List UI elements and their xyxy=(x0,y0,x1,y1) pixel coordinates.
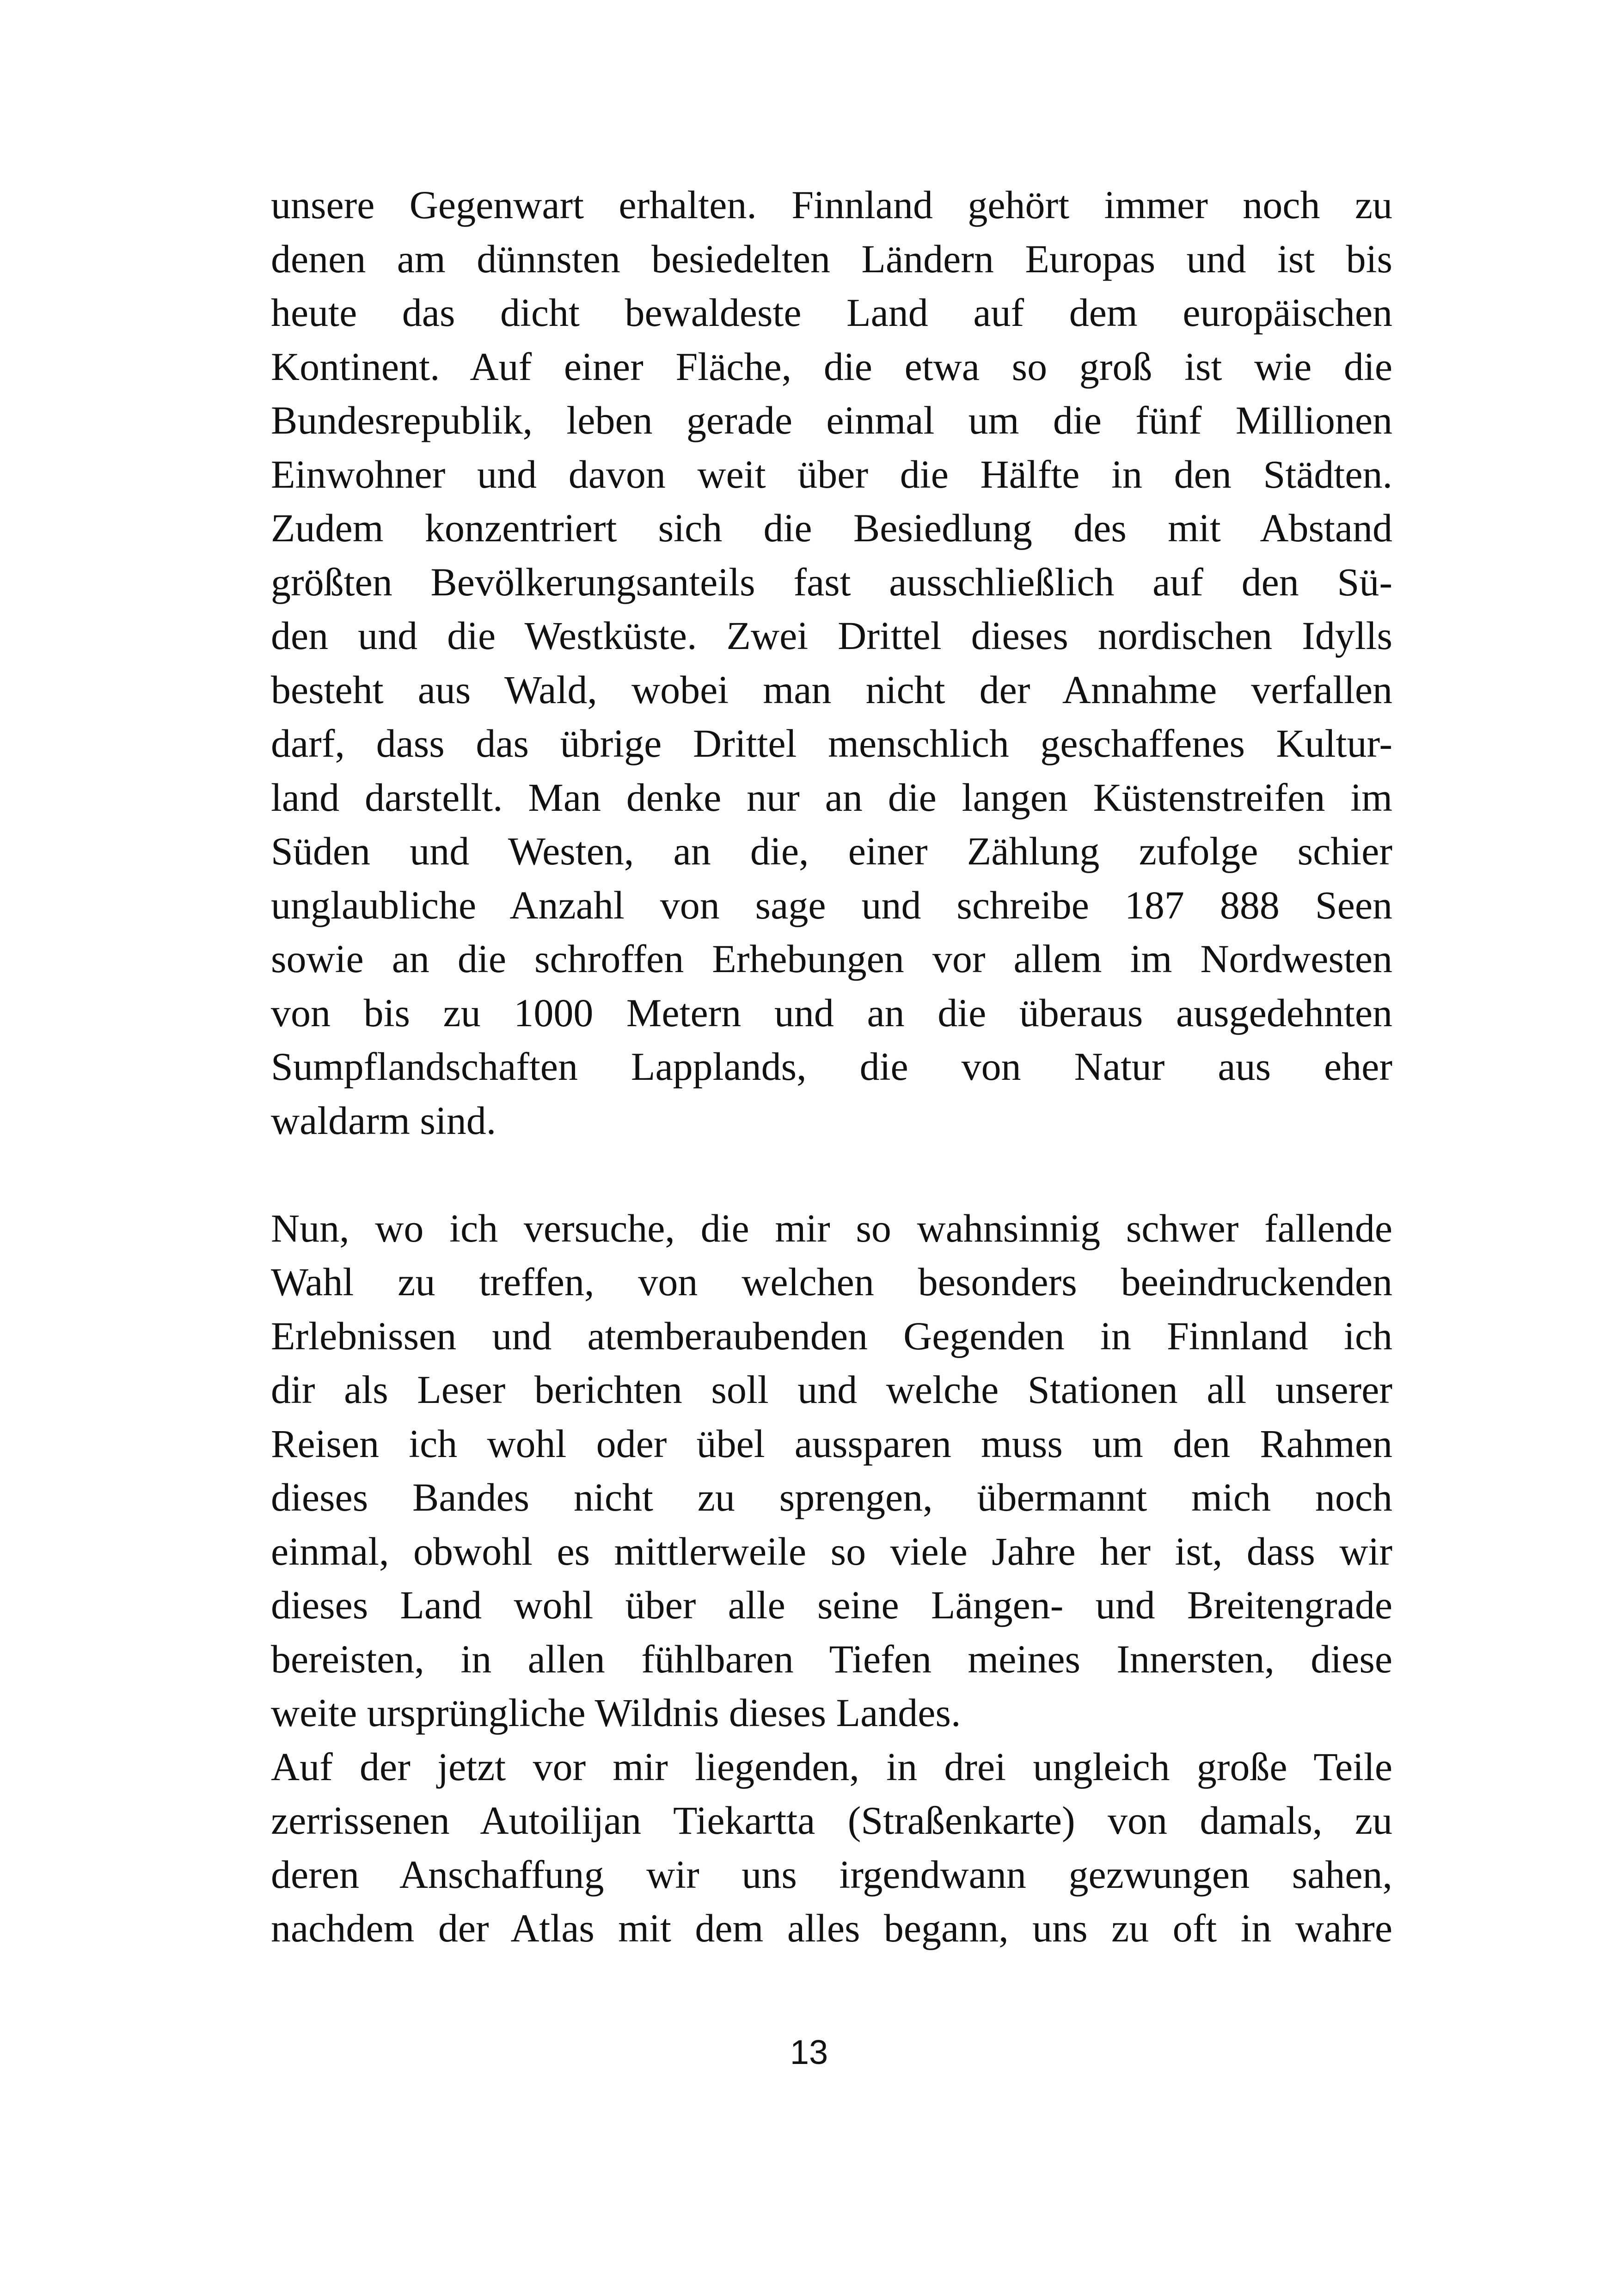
text-line: waldarm sind. xyxy=(271,1098,496,1143)
paragraph-gap xyxy=(271,1147,1392,1201)
text-line: von bis zu 1000 Metern und an die überaus ausgedehnten xyxy=(271,990,1392,1035)
text-line: Zudem konzentriert sich die Besiedlung des mit Abstand xyxy=(271,506,1392,550)
page-number: 13 xyxy=(790,2033,828,2071)
text-line: dir als Leser berichten soll und welche Stationen all unserer xyxy=(271,1367,1392,1412)
text-line: darf, dass das übrige Drittel menschlich geschaffenes Kultur- xyxy=(271,721,1392,765)
body-text xyxy=(271,178,1392,1955)
text-line: sowie an die schroffen Erhebungen vor allem im Nordwesten xyxy=(271,937,1392,981)
text-line: dieses Land wohl über alle seine Längen- und Breitengrade xyxy=(271,1583,1392,1627)
paragraph-2 xyxy=(271,1201,1392,1740)
text-line: nachdem der Atlas mit dem alles begann, uns zu oft in wahre xyxy=(271,1906,1392,1950)
text-line: unglaubliche Anzahl von sage und schreibe 187 888 Seen xyxy=(271,882,1392,927)
text-line: weite ursprüngliche Wildnis dieses Landes. xyxy=(271,1690,961,1735)
text-line: besteht aus Wald, wobei man nicht der Annahme verfallen xyxy=(271,667,1392,712)
text-line: Erlebnissen und atemberaubenden Gegenden in Finnland ich xyxy=(271,1313,1392,1358)
text-line: Süden und Westen, an die, einer Zählung zufolge schier xyxy=(271,829,1392,873)
text-line: bereisten, in allen fühlbaren Tiefen meines Innersten, diese xyxy=(271,1636,1392,1681)
text-line: Wahl zu treffen, von welchen besonders beeindruckenden xyxy=(271,1260,1392,1304)
text-line: Reisen ich wohl oder übel aussparen muss um den Rahmen xyxy=(271,1421,1392,1466)
text-line: Einwohner und davon weit über die Hälfte in den Städten. xyxy=(271,452,1392,496)
paragraph-1 xyxy=(271,178,1392,1147)
text-line: zerrissenen Autoilijan Tiekartta (Straßenkarte) von damals, zu xyxy=(271,1798,1392,1843)
text-line: einmal, obwohl es mittlerweile so viele Jahre her ist, dass wir xyxy=(271,1529,1392,1574)
text-line: den und die Westküste. Zwei Drittel dieses nordischen Idylls xyxy=(271,613,1392,658)
text-line: unsere Gegenwart erhalten. Finnland gehört immer noch zu xyxy=(271,183,1392,227)
text-line: Bundesrepublik, leben gerade einmal um die fünf Millionen xyxy=(271,398,1392,442)
text-line: Nun, wo ich versuche, die mir so wahnsinnig schwer fallende xyxy=(271,1206,1392,1250)
text-line: denen am dünnsten besiedelten Ländern Europas und ist bis xyxy=(271,236,1392,281)
text-line: Sumpflandschaften Lapplands, die von Natur aus eher xyxy=(271,1044,1392,1089)
text-line: heute das dicht bewaldeste Land auf dem europäischen xyxy=(271,290,1392,335)
text-line: land darstellt. Man denke nur an die langen Küstenstreifen im xyxy=(271,775,1392,820)
text-line: größten Bevölkerungsanteils fast ausschließlich auf den Sü- xyxy=(271,559,1392,604)
paragraph-3 xyxy=(271,1740,1392,1955)
text-line: dieses Bandes nicht zu sprengen, übermannt mich noch xyxy=(271,1475,1392,1519)
text-line: Auf der jetzt vor mir liegenden, in drei ungleich große Teile xyxy=(271,1744,1392,1789)
text-line: deren Anschaffung wir uns irgendwann gezwungen sahen, xyxy=(271,1852,1392,1897)
text-line: Kontinent. Auf einer Fläche, die etwa so groß ist wie die xyxy=(271,344,1392,389)
